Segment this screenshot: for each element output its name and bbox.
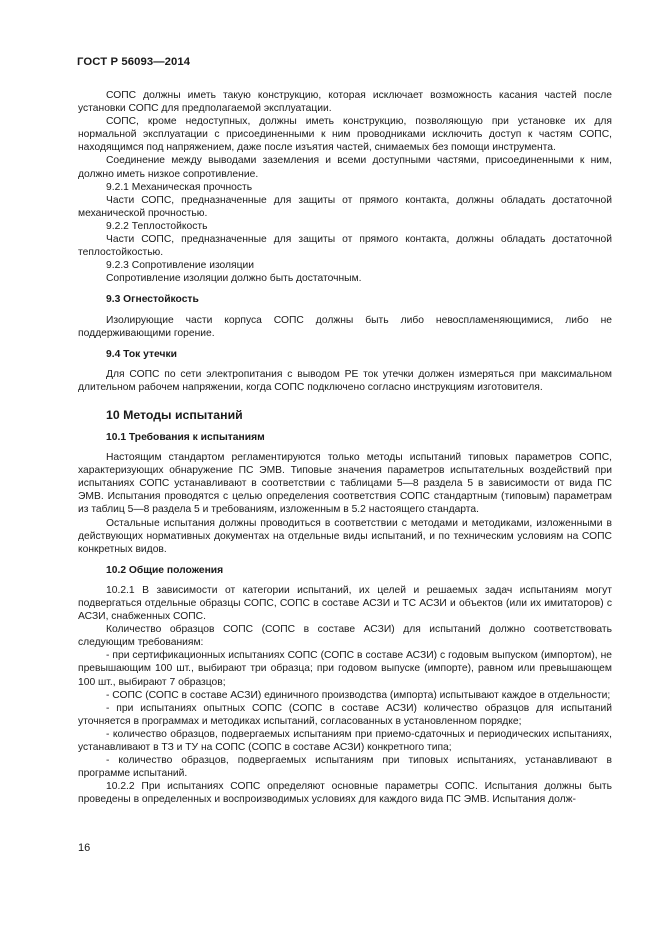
list-item: - при сертификационных испытаниях СОПС (СОПС в составе АСЗИ) с годовым выпуском (импортом), не превышающим 100 шт., выбирают три образца; при годовом выпуске (импорте), равном или превышающем 100 шт., выбирают 7 образцов; [78,650,612,688]
paragraph: Настоящим стандартом регламентируются только методы испытаний типовых параметров СОПС, характеризующих обнаружение ПС ЭМВ. Типовые значения параметров испытательных воздействий при испытаниях СОПС устанавливают в соответствии с таблицами 5—8 раздела 5 в зависимости от вида ПС ЭМВ. Испытания проводятся с целью определения соответствия СОПС стандартным (типовым) параметрам из таблиц 5—8 раздела 5 и требованиям, изложенным в 5.2 настоящего стандарта. [78,452,612,516]
paragraph: СОПС должны иметь такую конструкцию, которая исключает возможность касания частей после установки СОПС для предполагаемой эксплуатации. [78,90,612,115]
subclause-title: 9.2.1 Механическая прочность [106,181,253,193]
paragraph: Части СОПС, предназначенные для защиты от прямого контакта, должны обладать достаточной теплостойкостью. [78,234,612,259]
chapter-heading-10: 10 Методы испытаний [106,407,243,422]
document-body [78,89,612,807]
list-item: - количество образцов, подвергаемых испытаниям при приемо-сдаточных и периодических испытаниях, устанавливают в ТЗ и ТУ на СОПС (СОПС в составе АСЗИ) конкретного типа; [78,728,612,754]
section-heading-10-2: 10.2 Общие положения [106,564,224,576]
paragraph: Количество образцов СОПС (СОПС в составе АСЗИ) для испытаний должно соответствовать следующим требованиям: [78,624,612,649]
page-number: 16 [78,842,91,854]
section-heading-10-1: 10.1 Требования к испытаниям [106,431,265,443]
paragraph: 10.2.2 При испытаниях СОПС определяют основные параметры СОПС. Испытания должны быть проведены в определенных и воспроизводимых условиях для каждого вида ПС ЭМВ. Испытания долж- [78,781,612,806]
list-item: - при испытаниях опытных СОПС (СОПС в составе АСЗИ) количество образцов для испытаний уточняется в программах и методиках испытаний, согласованных в установленном порядке; [78,702,612,727]
paragraph: Соединение между выводами заземления и всеми доступными частями, присоединенными к ним, должно иметь низкое сопротивление. [78,155,612,180]
section-heading-9-4: 9.4 Ток утечки [106,348,177,360]
paragraph: 10.2.1 В зависимости от категории испытаний, их целей и решаемых задач испытаниям могут подвергаться отдельные образцы СОПС, СОПС в составе АСЗИ и ТС АСЗИ и объектов (или их имитаторов) с АСЗИ, снабженных СОПС. [78,584,612,623]
document-header: ГОСТ Р 56093—2014 [77,56,191,68]
list-item: - СОПС (СОПС в составе АСЗИ) единичного производства (импорта) испытывают каждое в отдельности; [106,689,611,701]
paragraph: Части СОПС, предназначенные для защиты от прямого контакта, должны обладать достаточной механической прочностью. [78,194,612,219]
paragraph: Остальные испытания должны проводиться в соответствии с методами и методиками, изложенными в действующих нормативных документах на отдельные виды испытаний, и по техническим условиям на СОПС конкретных видов. [78,517,612,555]
section-heading-9-3: 9.3 Огнестойкость [106,294,199,306]
paragraph: Для СОПС по сети электропитания с выводом PE ток утечки должен измеряться при максимальном длительном рабочем напряжении, когда СОПС подключено согласно инструкциям изготовителя. [78,368,612,393]
paragraph: СОПС, кроме недоступных, должны иметь конструкцию, позволяющую при установке их для нормальной эксплуатации с присоединенными к ним проводниками исключить доступ к частям СОПС, находящимся под напряжением, даже после изъятия частей, снимаемых без помощи инструмента. [78,116,612,154]
subclause-title: 9.2.3 Сопротивление изоляции [106,260,255,272]
paragraph: Сопротивление изоляции должно быть достаточным. [106,273,362,285]
paragraph: Изолирующие части корпуса СОПС должны быть либо невоспламеняющимися, либо не поддерживающими горение. [78,314,612,339]
subclause-title: 9.2.2 Теплостойкость [106,220,208,232]
list-item: - количество образцов, подвергаемых испытаниям при типовых испытаниях, устанавливают в программе испытаний. [78,755,612,780]
